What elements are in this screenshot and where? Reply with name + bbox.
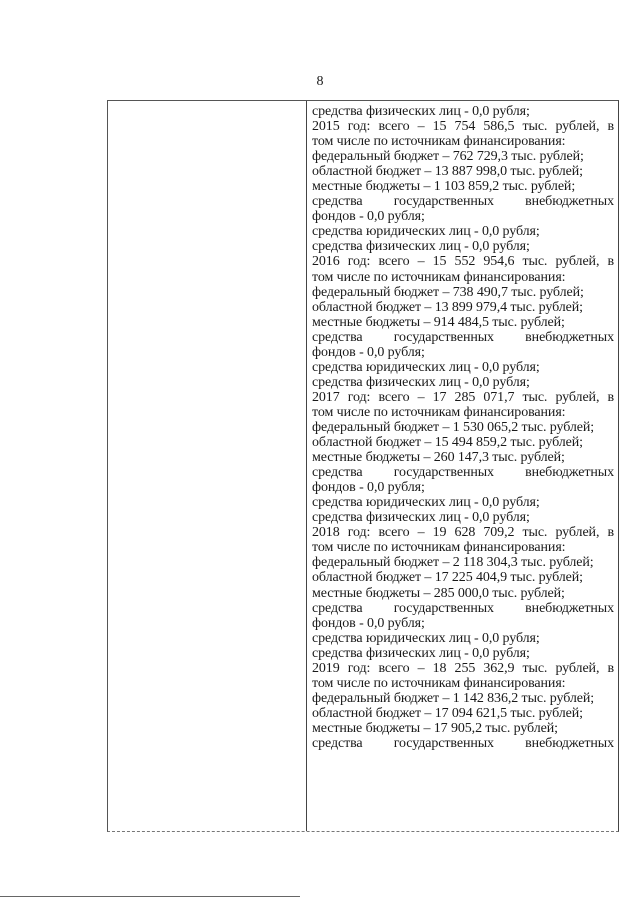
funding-text-line: федеральный бюджет – 1 530 065,2 тыс. рублей;: [312, 419, 595, 435]
funding-text-line: средства государственных внебюджетных: [312, 194, 614, 210]
funding-text-line: 2019 год: всего – 18 255 362,9 тыс. рублей, в: [312, 660, 614, 676]
funding-text-cell: [312, 104, 614, 751]
funding-text-line: местные бюджеты – 260 147,3 тыс. рублей;: [312, 450, 565, 466]
funding-text-line: федеральный бюджет – 2 118 304,3 тыс. рублей;: [312, 555, 594, 571]
funding-text-line: 2015 год: всего – 15 754 586,5 тыс. рублей, в: [312, 119, 614, 135]
funding-text-line: средства государственных внебюджетных: [312, 465, 614, 481]
funding-text-line: федеральный бюджет – 1 142 836,2 тыс. рублей;: [312, 690, 595, 706]
funding-text-line: средства государственных внебюджетных: [312, 600, 614, 616]
funding-text-line: том числе по источникам финансирования:: [312, 540, 566, 556]
page-number: 8: [316, 74, 324, 89]
funding-text-line: средства юридических лиц - 0,0 рубля;: [312, 495, 540, 511]
column-divider: [306, 101, 307, 831]
funding-text-line: 2017 год: всего – 17 285 071,7 тыс. рублей, в: [312, 389, 614, 405]
funding-text-line: 2018 год: всего – 19 628 709,2 тыс. рублей, в: [312, 525, 614, 541]
funding-text-line: фондов - 0,0 рубля;: [312, 615, 425, 631]
funding-text-line: средства государственных внебюджетных: [312, 735, 614, 751]
table-left-cell: [108, 101, 306, 831]
funding-text-line: средства государственных внебюджетных: [312, 329, 614, 345]
funding-text-line: местные бюджеты – 285 000,0 тыс. рублей;: [312, 585, 565, 601]
funding-text-line: областной бюджет – 17 094 621,5 тыс. рублей;: [312, 705, 583, 721]
funding-text-line: областной бюджет – 17 225 404,9 тыс. рублей;: [312, 570, 583, 586]
funding-text-line: том числе по источникам финансирования:: [312, 269, 566, 285]
funding-text-line: фондов - 0,0 рубля;: [312, 344, 425, 360]
funding-text-line: местные бюджеты – 17 905,2 тыс. рублей;: [312, 720, 558, 736]
funding-text-line: средства физических лиц - 0,0 рубля;: [312, 645, 530, 661]
funding-text-line: фондов - 0,0 рубля;: [312, 480, 425, 496]
funding-text-line: средства физических лиц - 0,0 рубля;: [312, 239, 530, 255]
funding-text-line: областной бюджет – 15 494 859,2 тыс. рублей;: [312, 435, 583, 451]
funding-text-line: том числе по источникам финансирования:: [312, 404, 566, 420]
funding-table: [107, 100, 619, 832]
funding-text-line: федеральный бюджет – 738 490,7 тыс. рублей;: [312, 284, 584, 300]
funding-text-line: средства физических лиц - 0,0 рубля;: [312, 510, 530, 526]
funding-text-line: средства юридических лиц - 0,0 рубля;: [312, 630, 540, 646]
funding-text-line: средства физических лиц - 0,0 рубля;: [312, 104, 530, 119]
funding-text-line: средства юридических лиц - 0,0 рубля;: [312, 224, 540, 240]
funding-text-line: областной бюджет – 13 887 998,0 тыс. рублей;: [312, 164, 583, 180]
footer-rule: [0, 896, 300, 897]
funding-text-line: местные бюджеты – 1 103 859,2 тыс. рублей;: [312, 179, 576, 195]
funding-text-line: том числе по источникам финансирования:: [312, 675, 566, 691]
funding-text-line: средства юридических лиц - 0,0 рубля;: [312, 359, 540, 375]
funding-text-line: 2016 год: всего – 15 552 954,6 тыс. рублей, в: [312, 254, 614, 270]
funding-text-line: том числе по источникам финансирования:: [312, 134, 566, 150]
funding-text-line: местные бюджеты – 914 484,5 тыс. рублей;: [312, 314, 565, 330]
funding-text-line: средства физических лиц - 0,0 рубля;: [312, 374, 530, 390]
funding-text-line: федеральный бюджет – 762 729,3 тыс. рублей;: [312, 149, 584, 165]
funding-text-line: областной бюджет – 13 899 979,4 тыс. рублей;: [312, 299, 583, 315]
funding-text-line: фондов - 0,0 рубля;: [312, 209, 425, 225]
